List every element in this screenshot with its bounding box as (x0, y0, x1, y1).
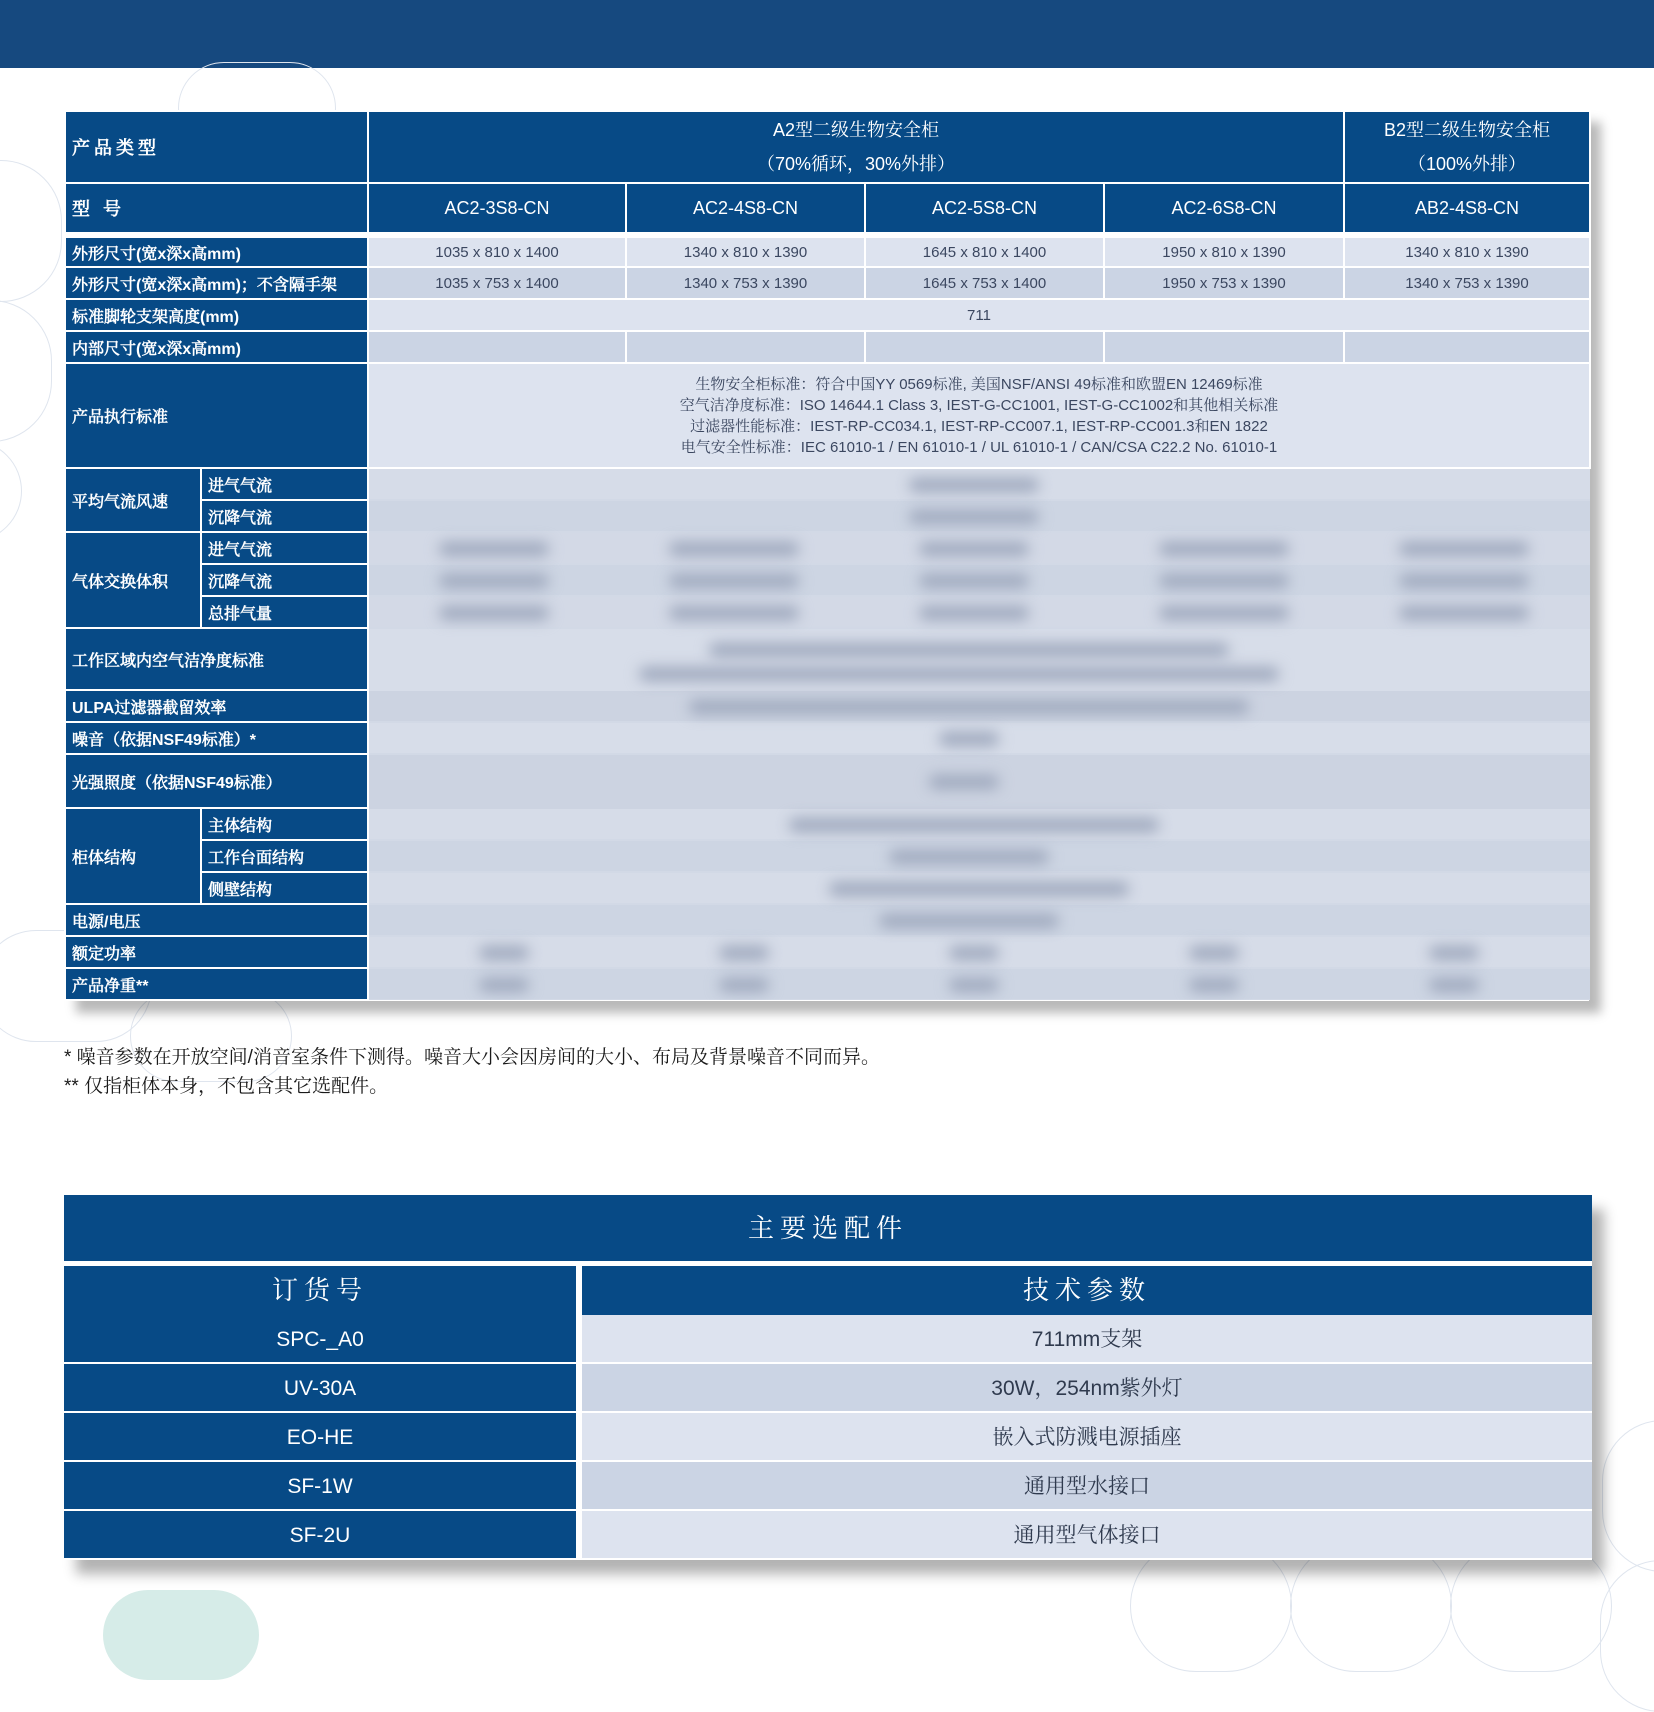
standards-cell (368, 363, 1590, 468)
sub-label: 侧壁结构 (201, 872, 368, 904)
row-label-outer-size: 外形尺寸(宽x深x高mm) (65, 235, 368, 267)
table-cell-empty (1344, 331, 1590, 363)
table-cell: 1340 x 810 x 1390 (1344, 235, 1590, 267)
order-code: SPC-_A0 (64, 1315, 582, 1364)
table-row (64, 1511, 1592, 1560)
row-label-avg-airflow: 平均气流风速 (65, 468, 201, 532)
tech-param: 嵌入式防溅电源插座 (582, 1413, 1592, 1462)
model-cell: AC2-6S8-CN (1104, 183, 1344, 235)
column-header-code: 订货号 (64, 1266, 582, 1317)
accessories-table (64, 1195, 1592, 1560)
footnote-weight: ** 仅指柜体本身，不包含其它选配件。 (64, 1076, 389, 1097)
table-row (64, 1413, 1592, 1462)
order-code: SF-1W (64, 1462, 582, 1511)
product-type-label: 产品类型 (65, 111, 368, 183)
decor-shape (0, 440, 22, 542)
sub-label: 工作台面结构 (201, 840, 368, 872)
sub-label: 总排气量 (201, 596, 368, 628)
b2-type-header (1344, 111, 1590, 183)
tech-param: 711mm支架 (582, 1315, 1592, 1364)
a2-type-note: （70%循环，30%外排） (756, 154, 956, 174)
model-cell: AC2-3S8-CN (368, 183, 626, 235)
b2-type-title: B2型二级生物安全柜 (1383, 120, 1551, 140)
table-cell: 1950 x 753 x 1390 (1104, 267, 1344, 299)
table-row (64, 1364, 1592, 1413)
sub-label: 沉降气流 (201, 500, 368, 532)
table-cell-empty (626, 331, 865, 363)
row-label-ulpa: ULPA过滤器截留效率 (65, 690, 368, 722)
row-label-rated-power: 额定功率 (65, 936, 368, 968)
column-header-param: 技术参数 (582, 1266, 1592, 1317)
row-label-gas-exchange: 气体交换体积 (65, 532, 201, 628)
table-cell: 1035 x 810 x 1400 (368, 235, 626, 267)
standards-line: 生物安全柜标准：符合中国YY 0569标准, 美国NSF/ANSI 49标准和欧盟EN 12469标准 (695, 375, 1263, 393)
order-code: EO-HE (64, 1413, 582, 1462)
table-cell: 1645 x 753 x 1400 (865, 267, 1104, 299)
tech-param: 通用型水接口 (582, 1462, 1592, 1511)
row-label-noise: 噪音（依据NSF49标准）* (65, 722, 368, 754)
row-label-stand-height: 标准脚轮支架高度(mm) (65, 299, 368, 331)
top-banner (0, 0, 1654, 68)
model-label: 型 号 (65, 183, 368, 235)
table-row (64, 1462, 1592, 1511)
accessories-title: 主要选配件 (64, 1195, 1592, 1266)
table-cell-empty (865, 331, 1104, 363)
table-cell: 1340 x 753 x 1390 (1344, 267, 1590, 299)
row-label-inner-size: 内部尺寸(宽x深x高mm) (65, 331, 368, 363)
decor-shape (1602, 1420, 1654, 1572)
sub-label: 主体结构 (201, 808, 368, 840)
table-cell: 1340 x 753 x 1390 (626, 267, 865, 299)
b2-type-note: （100%外排） (1407, 154, 1527, 174)
model-cell: AC2-5S8-CN (865, 183, 1104, 235)
spec-table (64, 110, 1589, 1001)
row-label-net-weight: 产品净重** (65, 968, 368, 1000)
a2-type-title: A2型二级生物安全柜 (772, 120, 940, 140)
table-cell: 1035 x 753 x 1400 (368, 267, 626, 299)
footnote-noise: * 噪音参数在开放空间/消音室条件下测得。噪音大小会因房间的大小、布局及背景噪音不同而异。 (64, 1047, 880, 1068)
standards-line: 过滤器性能标准：IEST-RP-CC034.1, IEST-RP-CC007.1, IEST-RP-CC001.3和EN 1822 (690, 417, 1268, 435)
table-cell-empty (1104, 331, 1344, 363)
sub-label: 进气气流 (201, 468, 368, 500)
standards-line: 电气安全性标准：IEC 61010-1 / EN 61010-1 / UL 61010-1 / CAN/CSA C22.2 No. 61010-1 (680, 438, 1278, 456)
decor-shape-mint (103, 1590, 259, 1680)
table-cell: 1645 x 810 x 1400 (865, 235, 1104, 267)
row-label-work-zone: 工作区域内空气洁净度标准 (65, 628, 368, 690)
table-cell: 1950 x 810 x 1390 (1104, 235, 1344, 267)
table-cell-empty (368, 331, 626, 363)
decor-shape (0, 160, 62, 302)
row-label-cabinet: 柜体结构 (65, 808, 201, 904)
decor-shape (0, 300, 52, 442)
order-code: SF-2U (64, 1511, 582, 1560)
tech-param: 通用型气体接口 (582, 1511, 1592, 1560)
model-cell: AC2-4S8-CN (626, 183, 865, 235)
sub-label: 进气气流 (201, 532, 368, 564)
tech-param: 30W，254nm紫外灯 (582, 1364, 1592, 1413)
redacted-values-area (368, 468, 1590, 1000)
table-cell: 1340 x 810 x 1390 (626, 235, 865, 267)
standards-line: 空气洁净度标准：ISO 14644.1 Class 3, IEST-G-CC1001, IEST-G-CC1002和其他相关标准 (679, 396, 1279, 414)
table-cell: 711 (368, 299, 1590, 331)
sub-label: 沉降气流 (201, 564, 368, 596)
order-code: UV-30A (64, 1364, 582, 1413)
table-row (64, 1315, 1592, 1364)
row-label-light: 光强照度（依据NSF49标准） (65, 754, 368, 808)
row-label-outer-size-no-arm: 外形尺寸(宽x深x高mm)；不含隔手架 (65, 267, 368, 299)
model-cell: AB2-4S8-CN (1344, 183, 1590, 235)
accessories-header-row (64, 1266, 1592, 1315)
row-label-power-voltage: 电源/电压 (65, 904, 368, 936)
row-label-standards: 产品执行标准 (65, 363, 368, 468)
a2-type-header (368, 111, 1344, 183)
